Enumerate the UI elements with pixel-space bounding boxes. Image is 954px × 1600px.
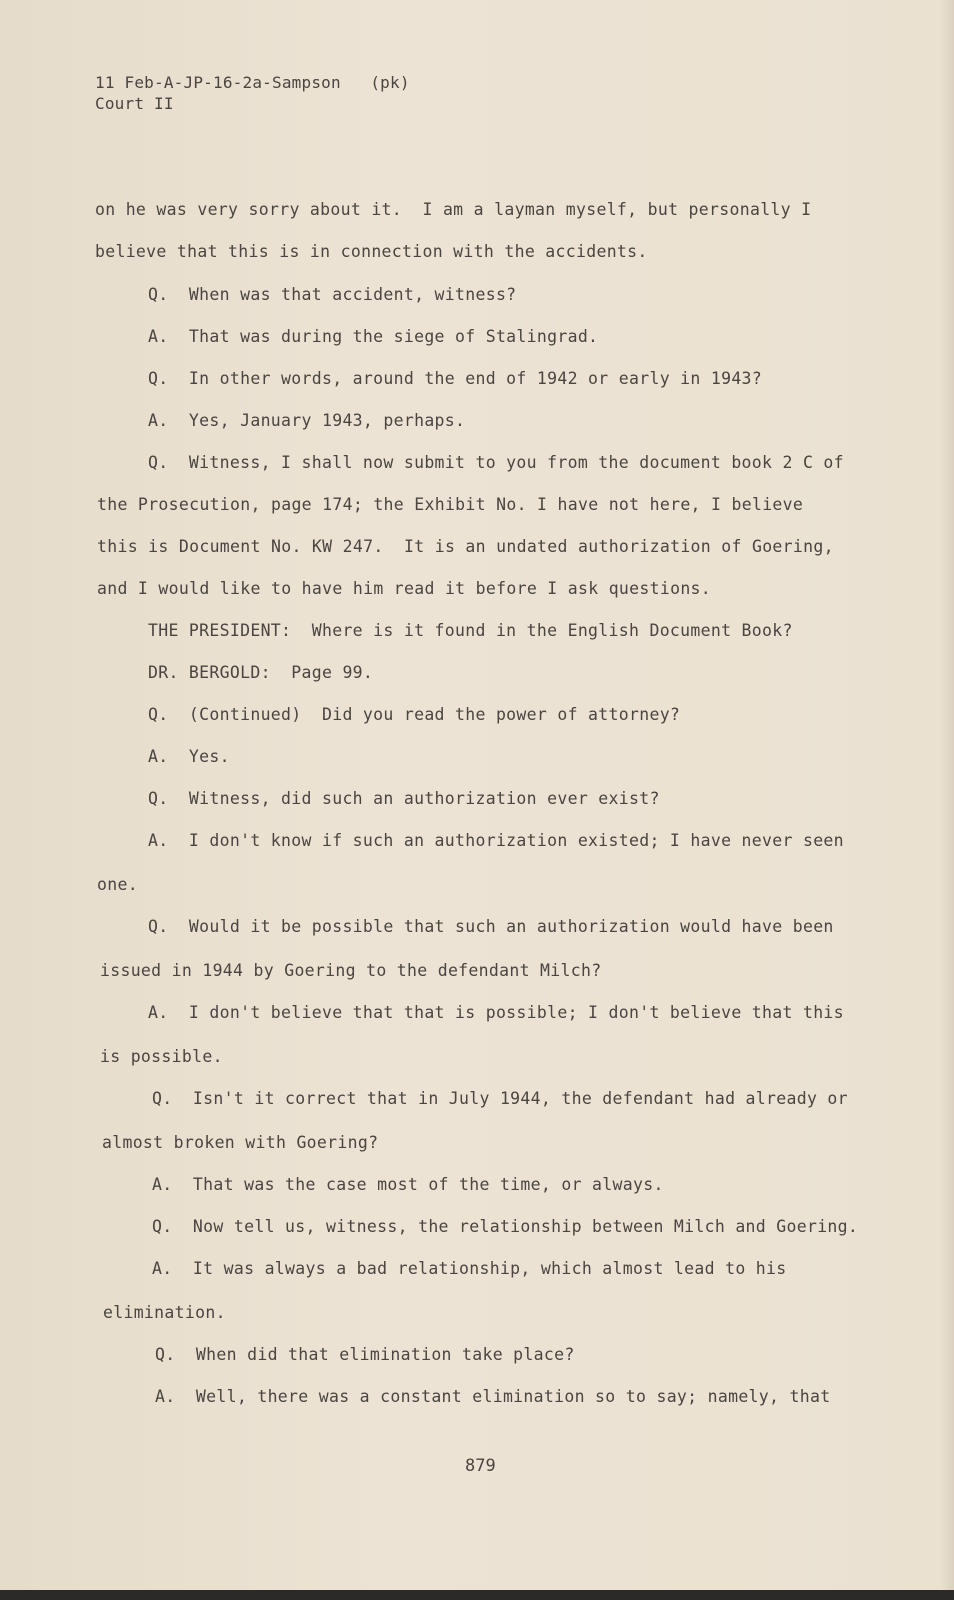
transcript-line: A. Well, there was a constant elimination so to say; namely, that: [155, 1387, 831, 1406]
transcript-line: A. Yes.: [148, 747, 230, 766]
transcript-line: A. I don't know if such an authorization existed; I have never seen: [148, 831, 844, 850]
transcript-line: the Prosecution, page 174; the Exhibit No. I have not here, I believe: [97, 495, 804, 514]
transcript-line: this is Document No. KW 247. It is an undated authorization of Goering,: [97, 537, 834, 556]
transcript-line: issued in 1944 by Goering to the defendant Milch?: [100, 961, 602, 980]
transcript-line: is possible.: [100, 1047, 223, 1066]
transcript-line: Q. Witness, did such an authorization ever exist?: [148, 789, 660, 808]
transcript-line: Q. Isn't it correct that in July 1944, the defendant had already or: [152, 1089, 848, 1108]
page-edge-shadow: [940, 0, 954, 1600]
transcript-line: on he was very sorry about it. I am a layman myself, but personally I: [95, 200, 812, 219]
transcript-line: Q. When did that elimination take place?: [155, 1345, 575, 1364]
transcript-line: A. It was always a bad relationship, which almost lead to his: [152, 1259, 787, 1278]
scan-border: [0, 1590, 954, 1600]
transcript-line: elimination.: [103, 1303, 226, 1322]
speaker-line: THE PRESIDENT: Where is it found in the English Document Book?: [148, 621, 793, 640]
transcript-line: and I would like to have him read it before I ask questions.: [97, 579, 712, 598]
transcript-line: A. That was during the siege of Stalingrad.: [148, 327, 599, 346]
transcript-line: A. That was the case most of the time, or always.: [152, 1175, 664, 1194]
transcript-line: A. Yes, January 1943, perhaps.: [148, 411, 466, 430]
header-court: Court II: [95, 94, 174, 113]
transcript-line: almost broken with Goering?: [102, 1133, 379, 1152]
speaker-line: DR. BERGOLD: Page 99.: [148, 663, 374, 682]
transcript-line: Q. Witness, I shall now submit to you from the document book 2 C of: [148, 453, 844, 472]
transcript-line: Q. Would it be possible that such an authorization would have been: [148, 917, 834, 936]
transcript-line: Q. (Continued) Did you read the power of attorney?: [148, 705, 681, 724]
transcript-line: believe that this is in connection with the accidents.: [95, 242, 648, 261]
page-header: [95, 72, 410, 114]
page-number: 879: [465, 1456, 496, 1476]
transcript-line: one.: [97, 875, 138, 894]
transcript-line: Q. In other words, around the end of 1942 or early in 1943?: [148, 369, 763, 388]
transcript-line: Q. When was that accident, witness?: [148, 285, 517, 304]
header-reference: 11 Feb-A-JP-16-2a-Sampson (pk): [95, 73, 410, 92]
transcript-line: Q. Now tell us, witness, the relationship between Milch and Goering.: [152, 1217, 859, 1236]
transcript-line: A. I don't believe that that is possible; I don't believe that this: [148, 1003, 844, 1022]
